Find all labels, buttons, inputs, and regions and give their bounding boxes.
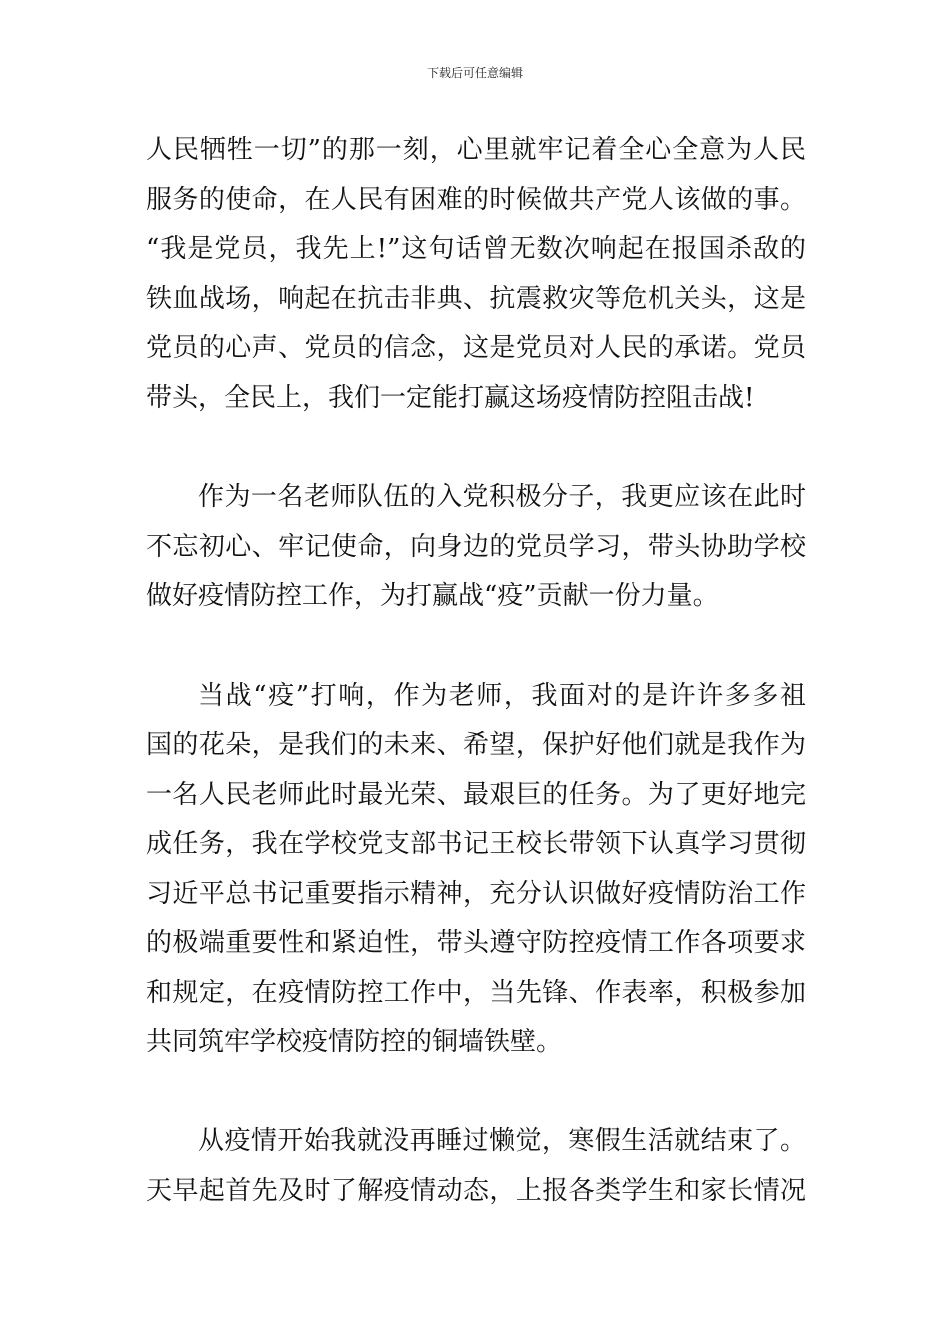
paragraph-1-line-1: 人民牺牲一切”的那一刻，心里就牢记着全心全意为人民 [146,135,806,165]
page-header: 下载后可任意编辑 [426,66,523,80]
paragraph-2-line-1: 作为一名老师队伍的入党积极分子，我更应该在此时 [198,482,806,512]
paragraph-1-line-3: “我是党员，我先上!”这句话曾无数次响起在报国杀敌的 [146,234,806,264]
paragraph-4-line-1: 从疫情开始我就没再睡过懒觉，寒假生活就结束了。 [198,1126,806,1156]
paragraph-3-line-6: 的极端重要性和紧迫性，带头遵守防控疫情工作各项要求 [146,928,806,958]
paragraph-4-line-2: 天早起首先及时了解疫情动态，上报各类学生和家长情况 [146,1176,806,1206]
paragraph-1-line-5: 党员的心声、党员的信念，这是党员对人民的承诺。党员 [146,333,806,363]
paragraph-2-line-2: 不忘初心、牢记使命，向身边的党员学习，带头协助学校 [146,532,806,562]
paragraph-1-line-6: 带头，全民上，我们一定能打赢这场疫情防控阻击战! [146,383,755,413]
paragraph-3-line-7: 和规定，在疫情防控工作中，当先锋、作表率，积极参加 [146,978,806,1008]
paragraph-1-line-2: 服务的使命，在人民有困难的时候做共产党人该做的事。 [146,185,806,215]
paragraph-3-line-1: 当战“疫”打响，作为老师，我面对的是许许多多祖 [198,681,806,711]
paragraph-3-line-2: 国的花朵，是我们的未来、希望，保护好他们就是我作为 [146,730,806,760]
paragraph-3-line-3: 一名人民老师此时最光荣、最艰巨的任务。为了更好地完 [146,780,806,810]
paragraph-3-line-8: 共同筑牢学校疫情防控的铜墙铁壁。 [146,1027,563,1057]
paragraph-1-line-4: 铁血战场，响起在抗击非典、抗震救灾等危机关头，这是 [146,284,806,314]
paragraph-3-line-4: 成任务，我在学校党支部书记王校长带领下认真学习贯彻 [146,829,806,859]
paragraph-2-line-3: 做好疫情防控工作，为打赢战“疫”贡献一份力量。 [146,581,719,611]
paragraph-3-line-5: 习近平总书记重要指示精神，充分认识做好疫情防治工作 [146,879,806,909]
